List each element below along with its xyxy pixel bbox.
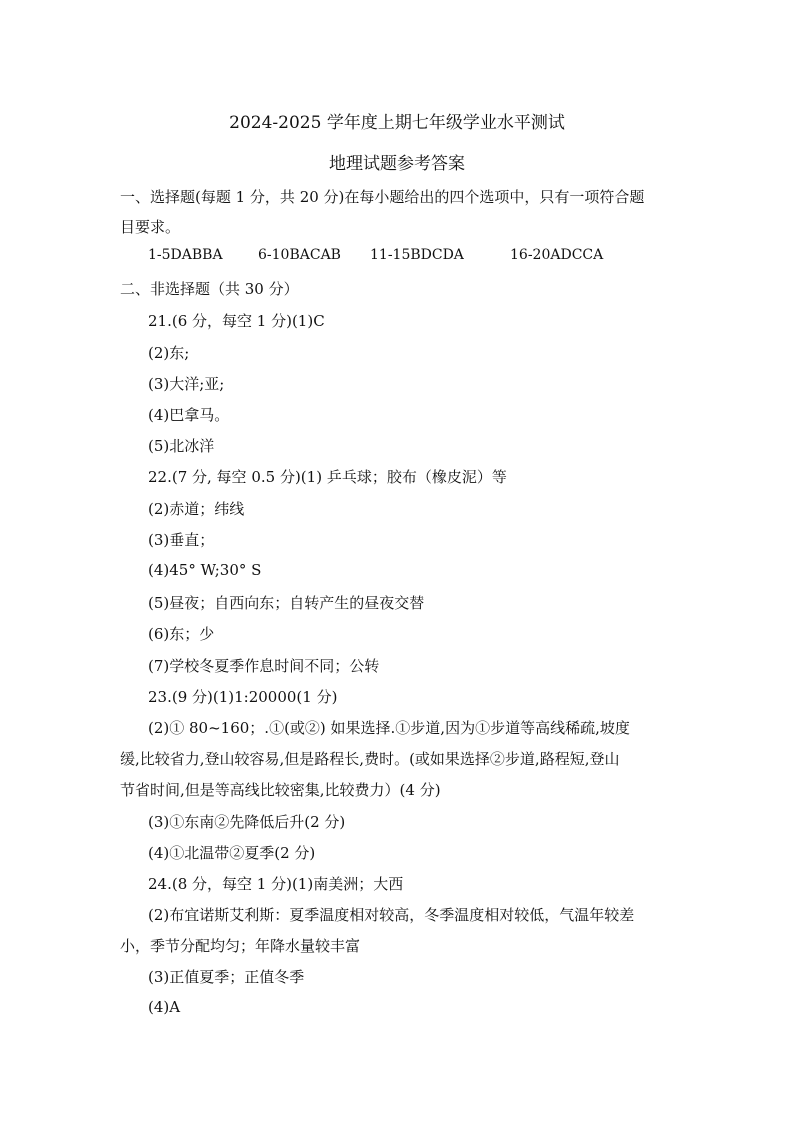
q22-line2: (2)赤道；纬线 [148, 500, 245, 518]
q23-line1: 23.(9 分)(1)1:20000(1 分) [148, 688, 338, 706]
q23-line4: 节省时间,但是等高线比较密集,比较费力）(4 分) [120, 781, 441, 799]
q21-line4: (4)巴拿马。 [148, 406, 230, 424]
q24-line3: 小，季节分配均匀；年降水量较丰富 [120, 937, 361, 955]
q21-line2: (2)东; [148, 344, 190, 362]
answer-key-title: 地理试题参考答案 [329, 154, 465, 174]
q21-line3: (3)大洋;亚; [148, 375, 225, 393]
answers-1-5: 1-5DABBA [148, 247, 223, 263]
q21-line5: (5)北冰洋 [148, 437, 215, 455]
q24-line2: (2)布宜诺斯艾利斯：夏季温度相对较高，冬季温度相对较低，气温年较差 [148, 906, 635, 924]
q22-line6: (6)东；少 [148, 625, 215, 643]
q22-line1: 22.(7 分, 每空 0.5 分)(1) 乒乓球；胶布（橡皮泥）等 [148, 468, 507, 486]
q24-line4: (3)正值夏季；正值冬季 [148, 968, 305, 986]
answers-6-10: 6-10BACAB [258, 247, 341, 263]
answers-11-15: 11-15BDCDA [370, 247, 464, 263]
q23-line3: 缓,比较省力,登山较容易,但是路程长,费时。(或如果选择②步道,路程短,登山 [120, 750, 620, 768]
section1-heading-cont: 目要求。 [120, 218, 181, 236]
section1-heading: 一、选择题(每题 1 分，共 20 分)在每小题给出的四个选项中，只有一项符合题 [120, 188, 645, 206]
exam-title: 2024-2025 学年度上期七年级学业水平测试 [229, 113, 565, 133]
q24-line1: 24.(8 分，每空 1 分)(1)南美洲；大西 [148, 875, 404, 893]
q23-line6: (4)①北温带②夏季(2 分) [148, 844, 316, 862]
answers-16-20: 16-20ADCCA [510, 247, 604, 263]
q22-line5: (5)昼夜；自西向东；自转产生的昼夜交替 [148, 594, 425, 612]
section2-heading: 二、非选择题（共 30 分） [120, 280, 299, 298]
q23-line5: (3)①东南②先降低后升(2 分) [148, 813, 346, 831]
q23-line2: (2)① 80~160；.①(或②) 如果选择.①步道,因为①步道等高线稀疏,坡度 [148, 719, 630, 737]
q21-line1: 21.(6 分，每空 1 分)(1)C [148, 312, 325, 330]
q22-line7: (7)学校冬夏季作息时间不同；公转 [148, 657, 380, 675]
q22-line3: (3)垂直； [148, 531, 215, 549]
q22-line4: (4)45° W;30° S [148, 561, 262, 579]
choice-answers-row [148, 247, 708, 269]
q24-line5: (4)A [148, 998, 181, 1016]
